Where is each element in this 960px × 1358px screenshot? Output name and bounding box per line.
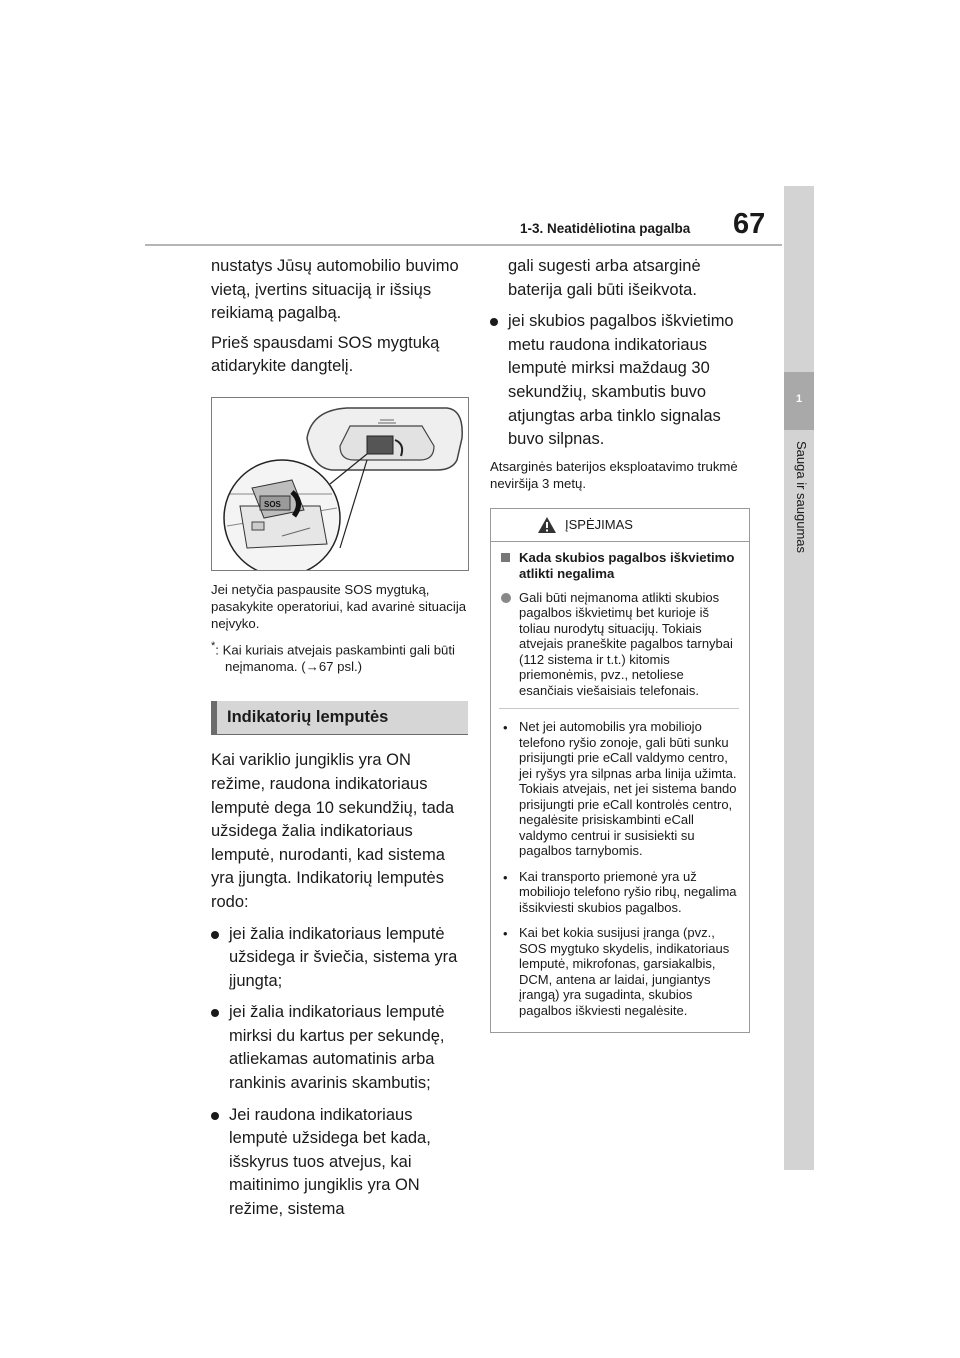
dot-bullet-icon: • <box>503 720 508 736</box>
open-cover-paragraph: Prieš spausdami SOS mygtuką atidarykite dangtelį. <box>211 333 440 376</box>
list-item <box>211 923 468 994</box>
indicator-paragraph: Kai variklio jungiklis yra ON režime, raudona indikatoriaus lemputė dega 10 sekundžių, tada užsidega žalia indikatoriaus lemputė, nurodanti, kad sistema yra įjungta. Indikatorių lemputės rodo: <box>211 751 455 911</box>
list-item <box>211 1104 468 1222</box>
page-number: 67 <box>733 208 766 240</box>
right-column <box>490 255 752 1033</box>
warning-subtitle <box>499 550 739 582</box>
warning-body <box>491 542 749 1033</box>
dot-bullet-icon: • <box>503 926 508 942</box>
bullet-dot <box>490 318 498 326</box>
footnote-marker: * <box>211 639 216 652</box>
battery-note: Atsarginės baterijos eksploatavimo trukmė neviršija 3 metų. <box>490 458 738 491</box>
sos-button-illustration <box>212 398 468 570</box>
warning-item <box>499 590 739 699</box>
figure-sos-text: SOS <box>264 499 281 509</box>
footnote <box>211 638 468 675</box>
bullet-text: jei žalia indikatoriaus lemputė mirksi du kartus per sekundę, atliekamas automatinis arba rankinis avarinis skambutis; <box>229 1003 445 1093</box>
chapter-label: Sauga ir saugumas <box>794 441 809 554</box>
warning-header <box>491 509 749 542</box>
left-column <box>211 255 468 1228</box>
list-item <box>490 310 752 452</box>
warning-dot-text: Kai bet kokia susijusi įranga (pvz., SOS mygtuko skydelis, indikatoriaus lemputė, mikrofonas, garsiakalbis, DCM, antena ar laidai, jungiantys įrangą) yra sugadinta, skubios pagalbos iškviesti negalėsite. <box>519 925 730 1018</box>
list-item <box>211 1001 468 1095</box>
warning-dot-item <box>499 869 739 916</box>
dot-bullet-icon: • <box>503 869 508 885</box>
square-bullet-icon <box>501 553 510 562</box>
section-title: 1-3. Neatidėliotina pagalba <box>520 221 691 236</box>
header-rule <box>145 244 782 246</box>
warning-divider <box>499 708 739 709</box>
warning-item-text: Gali būti neįmanoma atlikti skubios pagalbos iškvietimų bet kurioje iš toliau nurodytų situacijų. Tokiais atvejais praneškite pagalbos tarnybai (112 sistema ir t.t.) kitomis priemonėmis, pvz., netoliese esančiais viešaisiais telefonais. <box>519 589 733 698</box>
bullet-dot <box>211 1009 219 1017</box>
warning-triangle-icon <box>537 516 557 534</box>
bullet-text: jei žalia indikatoriaus lemputė užsidega ir šviečia, sistema yra įjungta; <box>229 924 458 990</box>
warning-title: ĮSPĖJIMAS <box>565 517 633 533</box>
warning-subtitle-text: Kada skubios pagalbos iškvietimo atlikti negalima <box>519 549 735 581</box>
warning-dot-text: Net jei automobilis yra mobiliojo telefono ryšio zonoje, gali būti sunku prisijungti prie eCall valdymo centro, jei ryšys yra silpnas arba linija užimta. Tokiais atvejais, net jei sistema bando prisijungti prie eCall kontrolės centro, negalėsite prisiskambinti eCall valdymo centrui ir susisiekti su pagalbos tarnybomis. <box>519 719 737 859</box>
warning-dot-item <box>499 925 739 1018</box>
chapter-number: 1 <box>795 393 803 405</box>
chapter-side-tab <box>784 186 814 1170</box>
section-heading-indicators: Indikatorių lemputės <box>211 701 468 735</box>
continued-text: gali sugesti arba atsarginė baterija gali būti išeikvota. <box>508 257 701 299</box>
sos-button-figure <box>211 397 469 571</box>
footnote-text: : Kai kuriais atvejais paskambinti gali būti neįmanoma. (→67 psl.) <box>215 642 455 675</box>
figure-caption: Jei netyčia paspausite SOS mygtuką, pasakykite operatoriui, kad avarinė situacija neįvyko. <box>211 581 467 631</box>
bullet-dot <box>211 931 219 939</box>
bullet-text: Jei raudona indikatoriaus lemputė užsidega bet kada, išskyrus tuos atvejus, kai maitinimo jungiklis yra ON režime, sistema <box>229 1105 431 1219</box>
intro-paragraph: nustatys Jūsų automobilio buvimo vietą, įvertins situaciją ir išsiųs reikiamą pagalbą. <box>211 257 459 323</box>
bullet-dot <box>211 1112 219 1120</box>
warning-dot-item <box>499 719 739 859</box>
warning-box <box>490 508 750 1034</box>
warning-dot-text: Kai transporto priemonė yra už mobiliojo telefono ryšio ribų, negalima išsikviesti skubios pagalbos. <box>519 868 737 915</box>
circle-bullet-icon <box>501 593 511 603</box>
bullet-text: jei skubios pagalbos iškvietimo metu raudona indikatoriaus lemputė mirksi maždaug 30 sekundžių, skambutis buvo atjungtas arba tinklo signalas buvo silpnas. <box>508 312 734 449</box>
